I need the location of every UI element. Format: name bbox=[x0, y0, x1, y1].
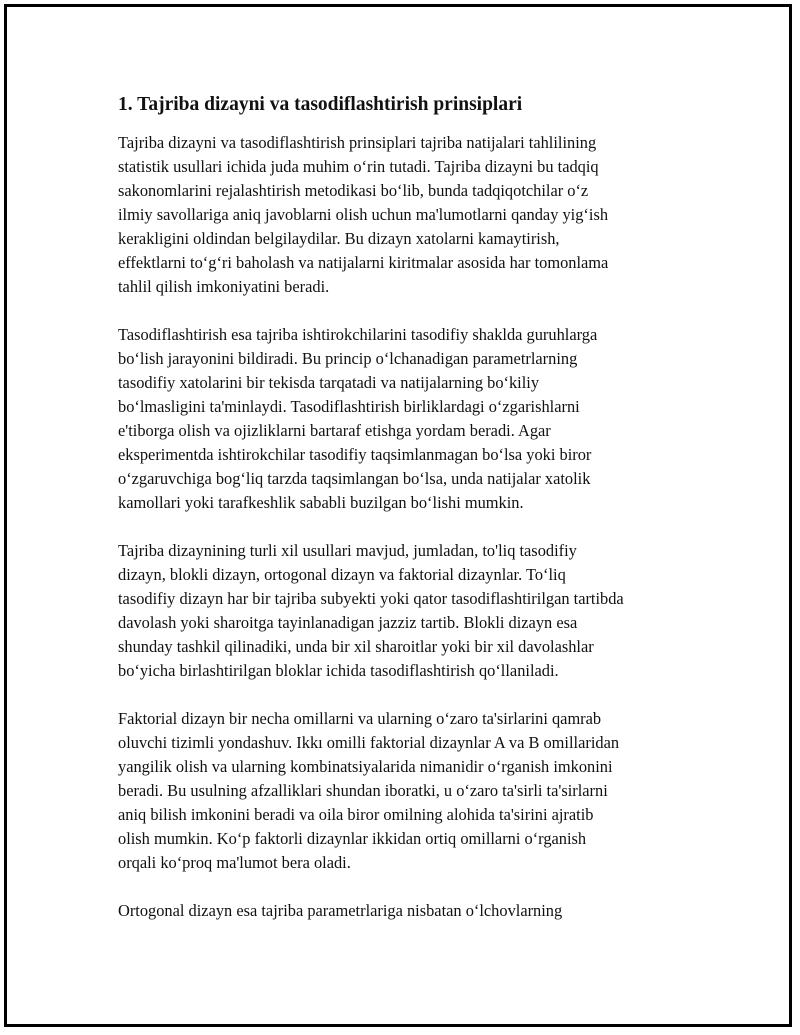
text-line: shunday tashkil qilinadiki, unda bir xil sharoitlar yoki bir xil davolashlar bbox=[118, 637, 594, 656]
paragraph bbox=[118, 707, 698, 875]
paragraph-list bbox=[118, 131, 698, 923]
text-line: statistik usullari ichida juda muhim o‘rin tutadi. Tajriba dizayni bu tadqiq bbox=[118, 157, 599, 176]
text-line: davolash yoki sharoitga tayinlanadigan jazziz tartib. Blokli dizayn esa bbox=[118, 613, 578, 632]
paragraph bbox=[118, 899, 698, 923]
paragraph bbox=[118, 539, 698, 683]
text-line: oluvchi tizimli yondashuv. Ikkı omilli faktorial dizaynlar A va B omillaridan bbox=[118, 733, 620, 752]
text-line: Tajriba dizayni va tasodiflashtirish prinsiplari tajriba natijalari tahlilining bbox=[118, 133, 597, 152]
text-line: bo‘yicha birlashtirilgan bloklar ichida tasodiflashtirish qo‘llaniladi. bbox=[118, 661, 559, 680]
text-line: bo‘lmasligini ta'minlaydi. Tasodiflashtirish birliklardagi o‘zgarishlarni bbox=[118, 397, 580, 416]
paragraph bbox=[118, 131, 698, 299]
text-line: tasodifiy xatolarini bir tekisda tarqatadi va natijalarning bo‘kiliy bbox=[118, 373, 540, 392]
text-line: aniq bilish imkonini beradi va oila biror omilning alohida ta'sirini ajratib bbox=[118, 805, 594, 824]
text-line: olish mumkin. Ko‘p faktorli dizaynlar ikkidan ortiq omillarni o‘rganish bbox=[118, 829, 587, 848]
text-line: o‘zgaruvchiga bog‘liq tarzda taqsimlangan bo‘lsa, unda natijalar xatolik bbox=[118, 469, 591, 488]
text-line: dizayn, blokli dizayn, ortogonal dizayn va faktorial dizaynlar. To‘liq bbox=[118, 565, 566, 584]
text-line: effektlarni to‘g‘ri baholash va natijalarni kiritmalar asosida har tomonlama bbox=[118, 253, 609, 272]
text-line: tasodifiy dizayn har bir tajriba subyekti yoki qator tasodiflashtirilgan tartibda bbox=[118, 589, 624, 608]
text-line: Tasodiflashtirish esa tajriba ishtirokchilarini tasodifiy shaklda guruhlarga bbox=[118, 325, 598, 344]
text-line: beradi. Bu usulning afzalliklari shundan iboratki, u o‘zaro ta'sirli ta'sirlarni bbox=[118, 781, 608, 800]
text-line: ilmiy savollariga aniq javoblarni olish uchun ma'lumotlarni qanday yig‘ish bbox=[118, 205, 609, 224]
text-line: sakonomlarini rejalashtirish metodikasi bo‘lib, bunda tadqiqotchilar o‘z bbox=[118, 181, 589, 200]
text-line: kamollari yoki tarafkeshlik sababli buzilgan bo‘lishi mumkin. bbox=[118, 493, 524, 512]
document-body bbox=[118, 92, 698, 947]
text-line: yangilik olish va ularning kombinatsiyalarida nimanidir o‘rganish imkonini bbox=[118, 757, 613, 776]
text-line: tahlil qilish imkoniyatini beradi. bbox=[118, 277, 330, 296]
text-line: e'tiborga olish va ojizliklarni bartaraf etishga yordam beradi. Agar bbox=[118, 421, 551, 440]
text-line: Faktorial dizayn bir necha omillarni va ularning o‘zaro ta'sirlarini qamrab bbox=[118, 709, 602, 728]
section-heading: 1. Tajriba dizayni va tasodiflashtirish prinsiplari bbox=[118, 94, 523, 115]
text-line: eksperimentda ishtirokchilar tasodifiy taqsimlanmagan bo‘lsa yoki biror bbox=[118, 445, 592, 464]
text-line: orqali ko‘proq ma'lumot bera oladi. bbox=[118, 853, 351, 872]
text-line: Tajriba dizaynining turli xil usullari mavjud, jumladan, to'liq tasodifiy bbox=[118, 541, 577, 560]
paragraph bbox=[118, 323, 698, 515]
text-line: kerakligini oldindan belgilaydilar. Bu dizayn xatolarni kamaytirish, bbox=[118, 229, 560, 248]
text-line: bo‘lish jarayonini bildiradi. Bu princip o‘lchanadigan parametrlarning bbox=[118, 349, 578, 368]
text-line: Ortogonal dizayn esa tajriba parametrlariga nisbatan o‘lchovlarning bbox=[118, 901, 563, 920]
